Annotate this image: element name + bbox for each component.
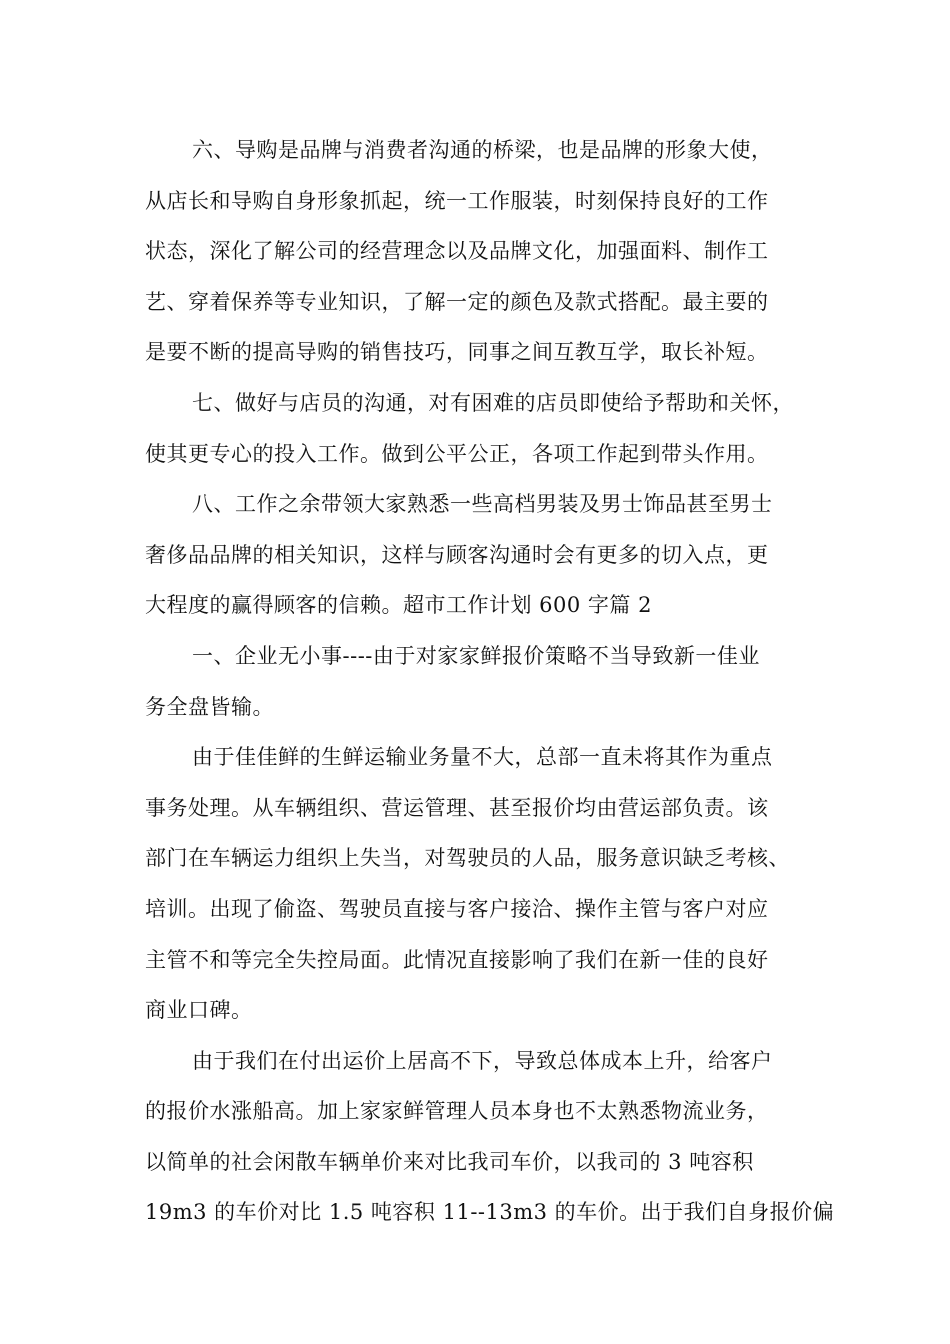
text-line: 大程度的赢得顾客的信赖。超市工作计划 600 字篇 2 xyxy=(145,593,652,618)
text-line: 部门在车辆运力组织上失当，对驾驶员的人品，服务意识缺乏考核、 xyxy=(145,846,790,871)
text-line: 奢侈品品牌的相关知识，这样与顾客沟通时会有更多的切入点，更 xyxy=(145,542,769,567)
text-line: 培训。出现了偷盗、驾驶员直接与客户接洽、操作主管与客户对应 xyxy=(145,896,769,921)
text-line: 从店长和导购自身形象抓起，统一工作服装，时刻保持良好的工作 xyxy=(145,188,769,213)
document-body xyxy=(145,125,835,1238)
text-line: 六、导购是品牌与消费者沟通的桥梁，也是品牌的形象大使， xyxy=(192,138,773,162)
text-line: 是要不断的提高导购的销售技巧，同事之间互教互学，取长补短。 xyxy=(145,340,769,365)
text-line: 八、工作之余带领大家熟悉一些高档男装及男士饰品甚至男士 xyxy=(192,492,773,517)
text-line: 主管不和等完全失控局面。此情况直接影响了我们在新一佳的良好 xyxy=(145,947,769,972)
text-line: 务全盘皆输。 xyxy=(145,694,274,719)
text-line: 使其更专心的投入工作。做到公平公正，各项工作起到带头作用。 xyxy=(145,441,769,466)
text-line: 状态，深化了解公司的经营理念以及品牌文化，加强面料、制作工 xyxy=(145,239,769,264)
text-line: 19m3 的车价对比 1.5 吨容积 11--13m3 的车价。出于我们自身报价偏 xyxy=(145,1200,835,1225)
text-line: 事务处理。从车辆组织、营运管理、甚至报价均由营运部负责。该 xyxy=(145,795,769,820)
text-line: 由于我们在付出运价上居高不下，导致总体成本上升，给客户 xyxy=(192,1048,773,1073)
text-line: 七、做好与店员的沟通，对有困难的店员即使给予帮助和关怀， xyxy=(192,390,794,415)
text-line: 由于佳佳鲜的生鲜运输业务量不大，总部一直未将其作为重点 xyxy=(192,745,773,770)
text-line: 以简单的社会闲散车辆单价来对比我司车价，以我司的 3 吨容积 xyxy=(145,1149,754,1174)
text-line: 艺、穿着保养等专业知识，了解一定的颜色及款式搭配。最主要的 xyxy=(145,289,769,314)
text-line: 一、企业无小事----由于对家家鲜报价策略不当导致新一佳业 xyxy=(192,643,760,668)
text-line: 商业口碑。 xyxy=(145,998,253,1023)
text-line: 的报价水涨船高。加上家家鲜管理人员本身也不太熟悉物流业务， xyxy=(145,1099,769,1124)
